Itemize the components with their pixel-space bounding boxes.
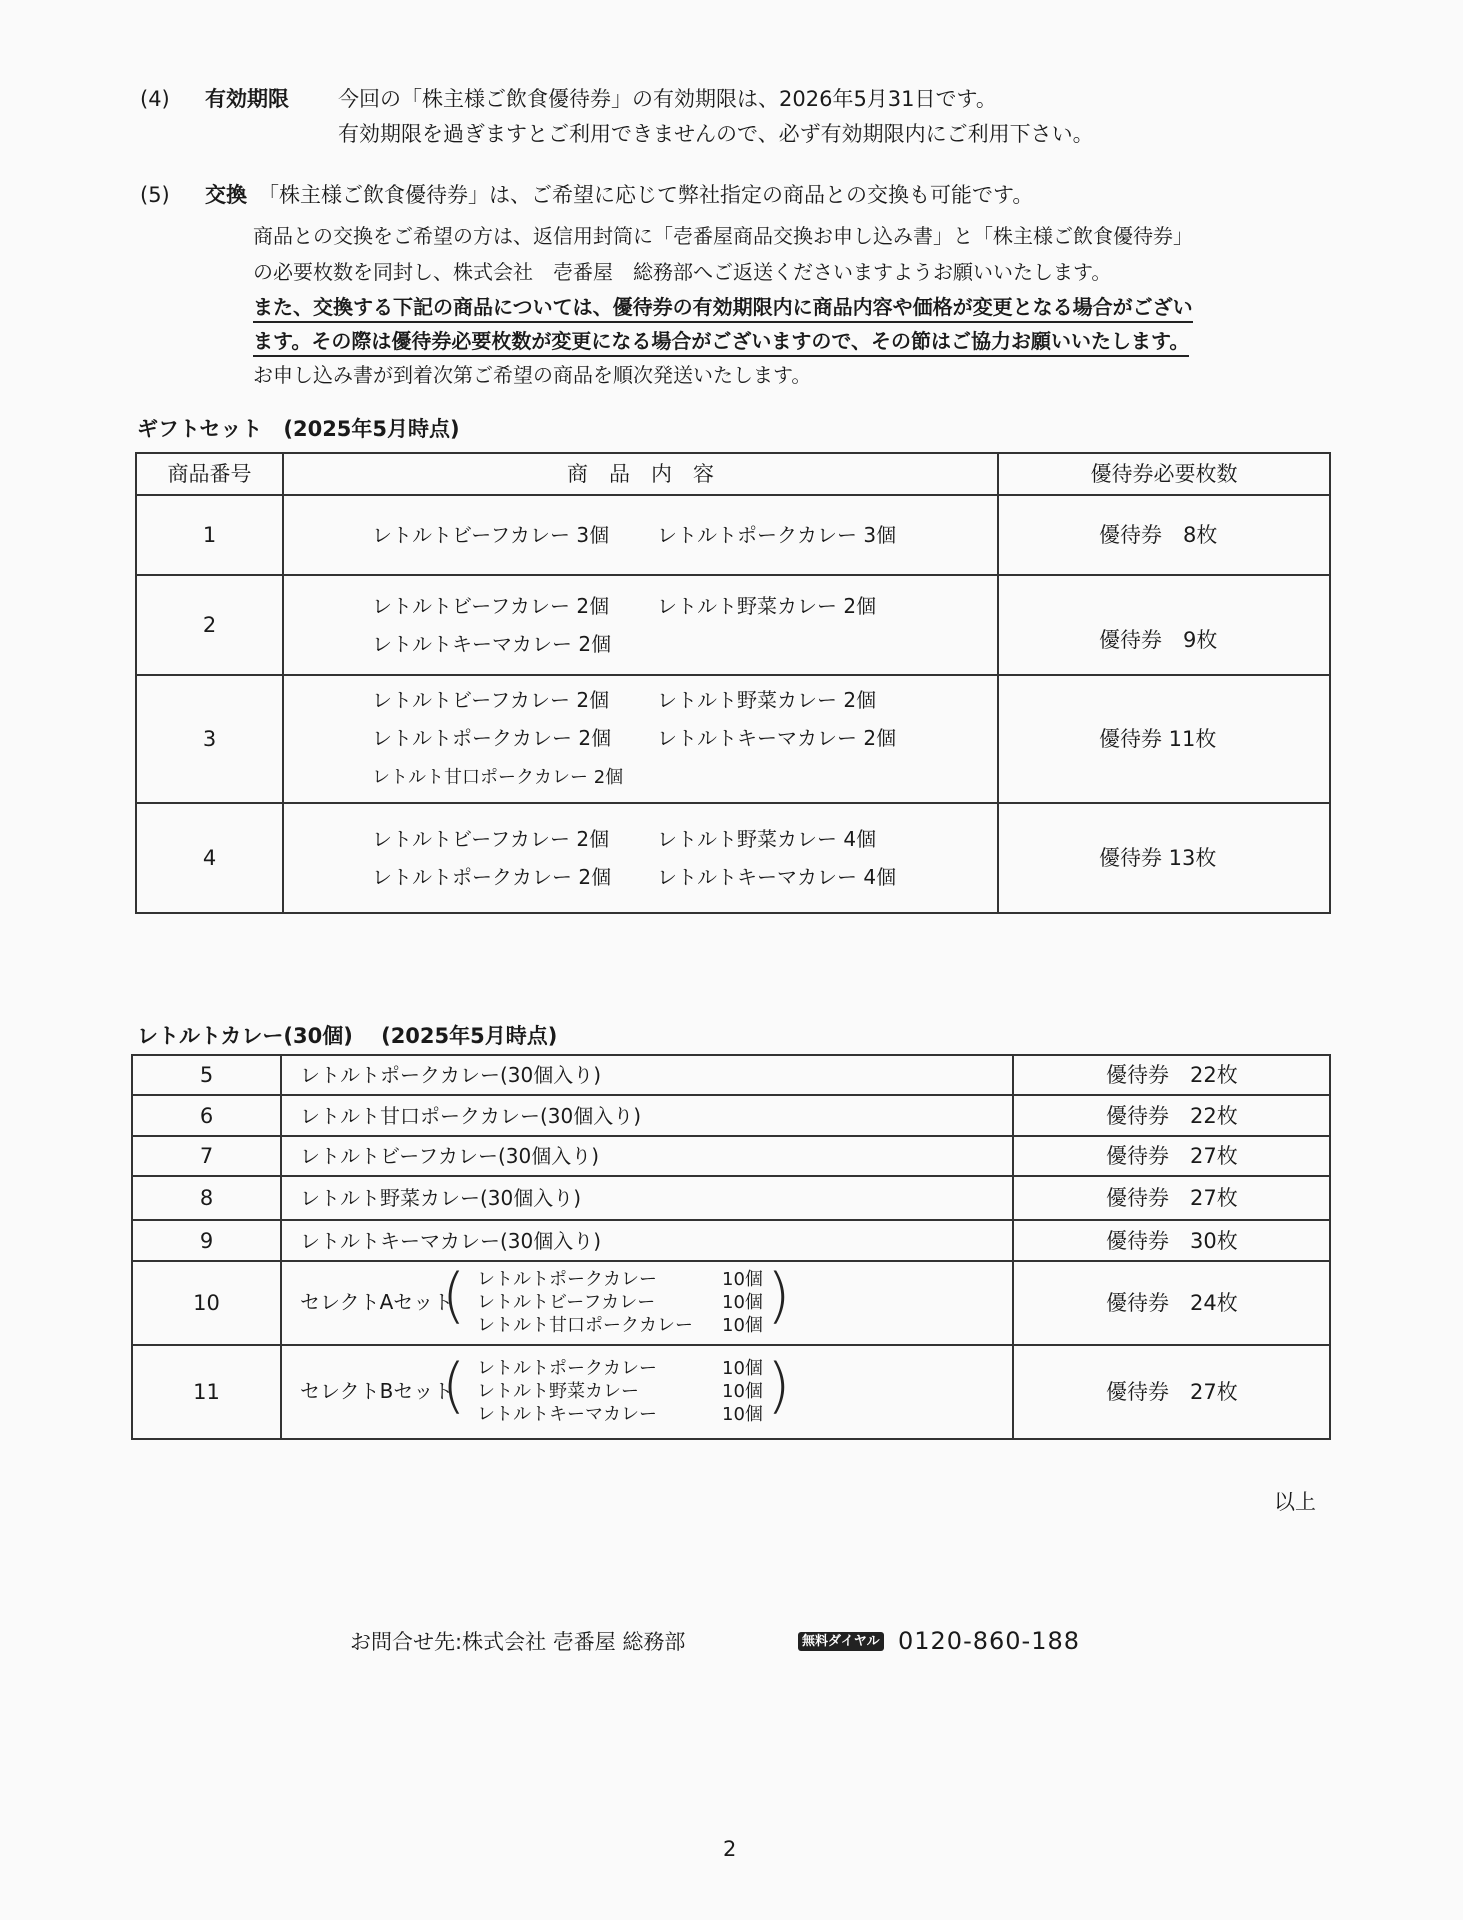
product-number: 10 — [132, 1261, 281, 1345]
product-contents — [283, 675, 998, 803]
product-number: 11 — [132, 1345, 281, 1439]
table-row — [136, 675, 1330, 803]
right-parenthesis: ) — [767, 1261, 791, 1331]
table-row — [136, 803, 1330, 913]
product-number: 7 — [132, 1136, 281, 1176]
gift-set-title: ギフトセット (2025年5月時点) — [137, 417, 460, 441]
product-number: 1 — [136, 495, 283, 575]
set-item-qty: 10個 — [722, 1404, 763, 1425]
section-5-line-1: 「株主様ご飲食優待券」は、ご希望に応じて弊社指定の商品との交換も可能です。 — [258, 183, 1034, 207]
section-5-notice-1: また、交換する下記の商品については、優待券の有効期限内に商品内容や価格が変更となる場合がござい — [253, 295, 1193, 323]
section-5-line-6: お申し込み書が到着次第ご希望の商品を順次発送いたします。 — [253, 363, 812, 387]
set-items — [477, 1268, 763, 1337]
item: レトルトキーマカレー 2個 — [372, 632, 612, 656]
tickets-required: 優待券 9枚 — [998, 575, 1330, 675]
item: レトルト野菜カレー 2個 — [657, 688, 877, 712]
product-number: 8 — [132, 1176, 281, 1220]
product-name: レトルトポークカレー(30個入り) — [281, 1055, 1013, 1095]
tickets-required: 優待券 13枚 — [998, 803, 1330, 913]
set-item-name: レトルトキーマカレー — [477, 1404, 657, 1425]
set-item-qty: 10個 — [722, 1315, 763, 1336]
item: レトルトポークカレー 2個 — [372, 726, 612, 750]
product-contents — [283, 575, 998, 675]
contact-label: お問合せ先:株式会社 壱番屋 総務部 — [350, 1630, 686, 1654]
section-4-number: (4) — [140, 87, 170, 111]
item: レトルトビーフカレー 2個 — [372, 827, 610, 851]
header-tickets-required: 優待券必要枚数 — [998, 453, 1330, 495]
set-item-name: レトルト野菜カレー — [477, 1381, 639, 1402]
gift-table-header-row — [136, 453, 1330, 495]
product-name: レトルト野菜カレー(30個入り) — [281, 1176, 1013, 1220]
set-name: セレクトBセット — [300, 1379, 454, 1403]
section-4-line-1: 今回の「株主様ご飲食優待券」の有効期限は、2026年5月31日です。 — [338, 87, 997, 111]
product-number: 3 — [136, 675, 283, 803]
set-item-name: レトルト甘口ポークカレー — [477, 1315, 693, 1336]
table-row — [136, 495, 1330, 575]
item: レトルトキーマカレー 2個 — [657, 726, 897, 750]
set-item-qty: 10個 — [722, 1269, 763, 1290]
table-row — [136, 575, 1330, 675]
section-4-heading: 有効期限 — [205, 87, 289, 111]
contact-phone: 0120-860-188 — [898, 1627, 1081, 1655]
section-5-number: (5) — [140, 183, 170, 207]
product-number: 2 — [136, 575, 283, 675]
tickets-required: 優待券 27枚 — [1013, 1345, 1330, 1439]
product-number: 5 — [132, 1055, 281, 1095]
item: レトルト野菜カレー 4個 — [657, 827, 877, 851]
product-name: レトルト甘口ポークカレー(30個入り) — [281, 1095, 1013, 1136]
free-dial-badge: 無料ダイヤル — [798, 1632, 884, 1651]
left-parenthesis: ( — [442, 1351, 466, 1421]
set-item-name: レトルトポークカレー — [477, 1358, 657, 1379]
section-5-heading: 交換 — [205, 183, 247, 207]
tickets-required: 優待券 22枚 — [1013, 1055, 1330, 1095]
table-row — [132, 1220, 1330, 1261]
item: レトルトビーフカレー 2個 — [372, 594, 610, 618]
product-set — [281, 1261, 1013, 1345]
item: レトルト野菜カレー 2個 — [657, 594, 877, 618]
set-item-name: レトルトポークカレー — [477, 1269, 657, 1290]
header-product-contents: 商 品 内 容 — [283, 453, 998, 495]
item: レトルト甘口ポークカレー 2個 — [372, 767, 624, 788]
table-row — [132, 1176, 1330, 1220]
retort-curry-title: レトルトカレー(30個) (2025年5月時点) — [137, 1024, 558, 1048]
table-row — [132, 1136, 1330, 1176]
right-parenthesis: ) — [767, 1351, 791, 1421]
tickets-required: 優待券 22枚 — [1013, 1095, 1330, 1136]
item: レトルトビーフカレー 2個 — [372, 688, 610, 712]
tickets-required: 優待券 11枚 — [998, 675, 1330, 803]
product-number: 6 — [132, 1095, 281, 1136]
tickets-required: 優待券 8枚 — [998, 495, 1330, 575]
table-row — [132, 1261, 1330, 1345]
product-contents — [283, 803, 998, 913]
product-set — [281, 1345, 1013, 1439]
set-item-qty: 10個 — [722, 1381, 763, 1402]
item: レトルトビーフカレー 3個 — [372, 523, 610, 547]
product-number: 9 — [132, 1220, 281, 1261]
section-5-notice-2: ます。その際は優待券必要枚数が変更になる場合がございますので、その節はご協力お願いいたします。 — [253, 329, 1189, 357]
header-product-number: 商品番号 — [136, 453, 283, 495]
tickets-required: 優待券 24枚 — [1013, 1261, 1330, 1345]
tickets-required: 優待券 27枚 — [1013, 1176, 1330, 1220]
item: レトルトキーマカレー 4個 — [657, 865, 897, 889]
product-number: 4 — [136, 803, 283, 913]
section-5-line-2: 商品との交換をご希望の方は、返信用封筒に「壱番屋商品交換お申し込み書」と「株主様ご飲食優待券」 — [253, 224, 1193, 248]
table-row — [132, 1345, 1330, 1439]
table-row — [132, 1095, 1330, 1136]
item: レトルトポークカレー 3個 — [657, 523, 897, 547]
set-item-qty: 10個 — [722, 1358, 763, 1379]
set-item-name: レトルトビーフカレー — [477, 1292, 656, 1313]
set-items — [477, 1357, 763, 1426]
product-name: レトルトビーフカレー(30個入り) — [281, 1136, 1013, 1176]
product-name: レトルトキーマカレー(30個入り) — [281, 1220, 1013, 1261]
retort-curry-table — [131, 1054, 1331, 1440]
tickets-required: 優待券 27枚 — [1013, 1136, 1330, 1176]
gift-set-table — [135, 452, 1331, 914]
left-parenthesis: ( — [442, 1261, 466, 1331]
set-name: セレクトAセット — [300, 1290, 454, 1314]
closing-mark: 以上 — [1274, 1490, 1316, 1514]
table-row — [132, 1055, 1330, 1095]
item: レトルトポークカレー 2個 — [372, 865, 612, 889]
set-item-qty: 10個 — [722, 1292, 763, 1313]
page-number: 2 — [723, 1837, 737, 1861]
tickets-required: 優待券 30枚 — [1013, 1220, 1330, 1261]
section-4-line-2: 有効期限を過ぎますとご利用できませんので、必ず有効期限内にご利用下さい。 — [338, 122, 1094, 146]
section-5-line-3: の必要枚数を同封し、株式会社 壱番屋 総務部へご返送くださいますようお願いいたします。 — [253, 260, 1112, 284]
product-contents — [283, 495, 998, 575]
